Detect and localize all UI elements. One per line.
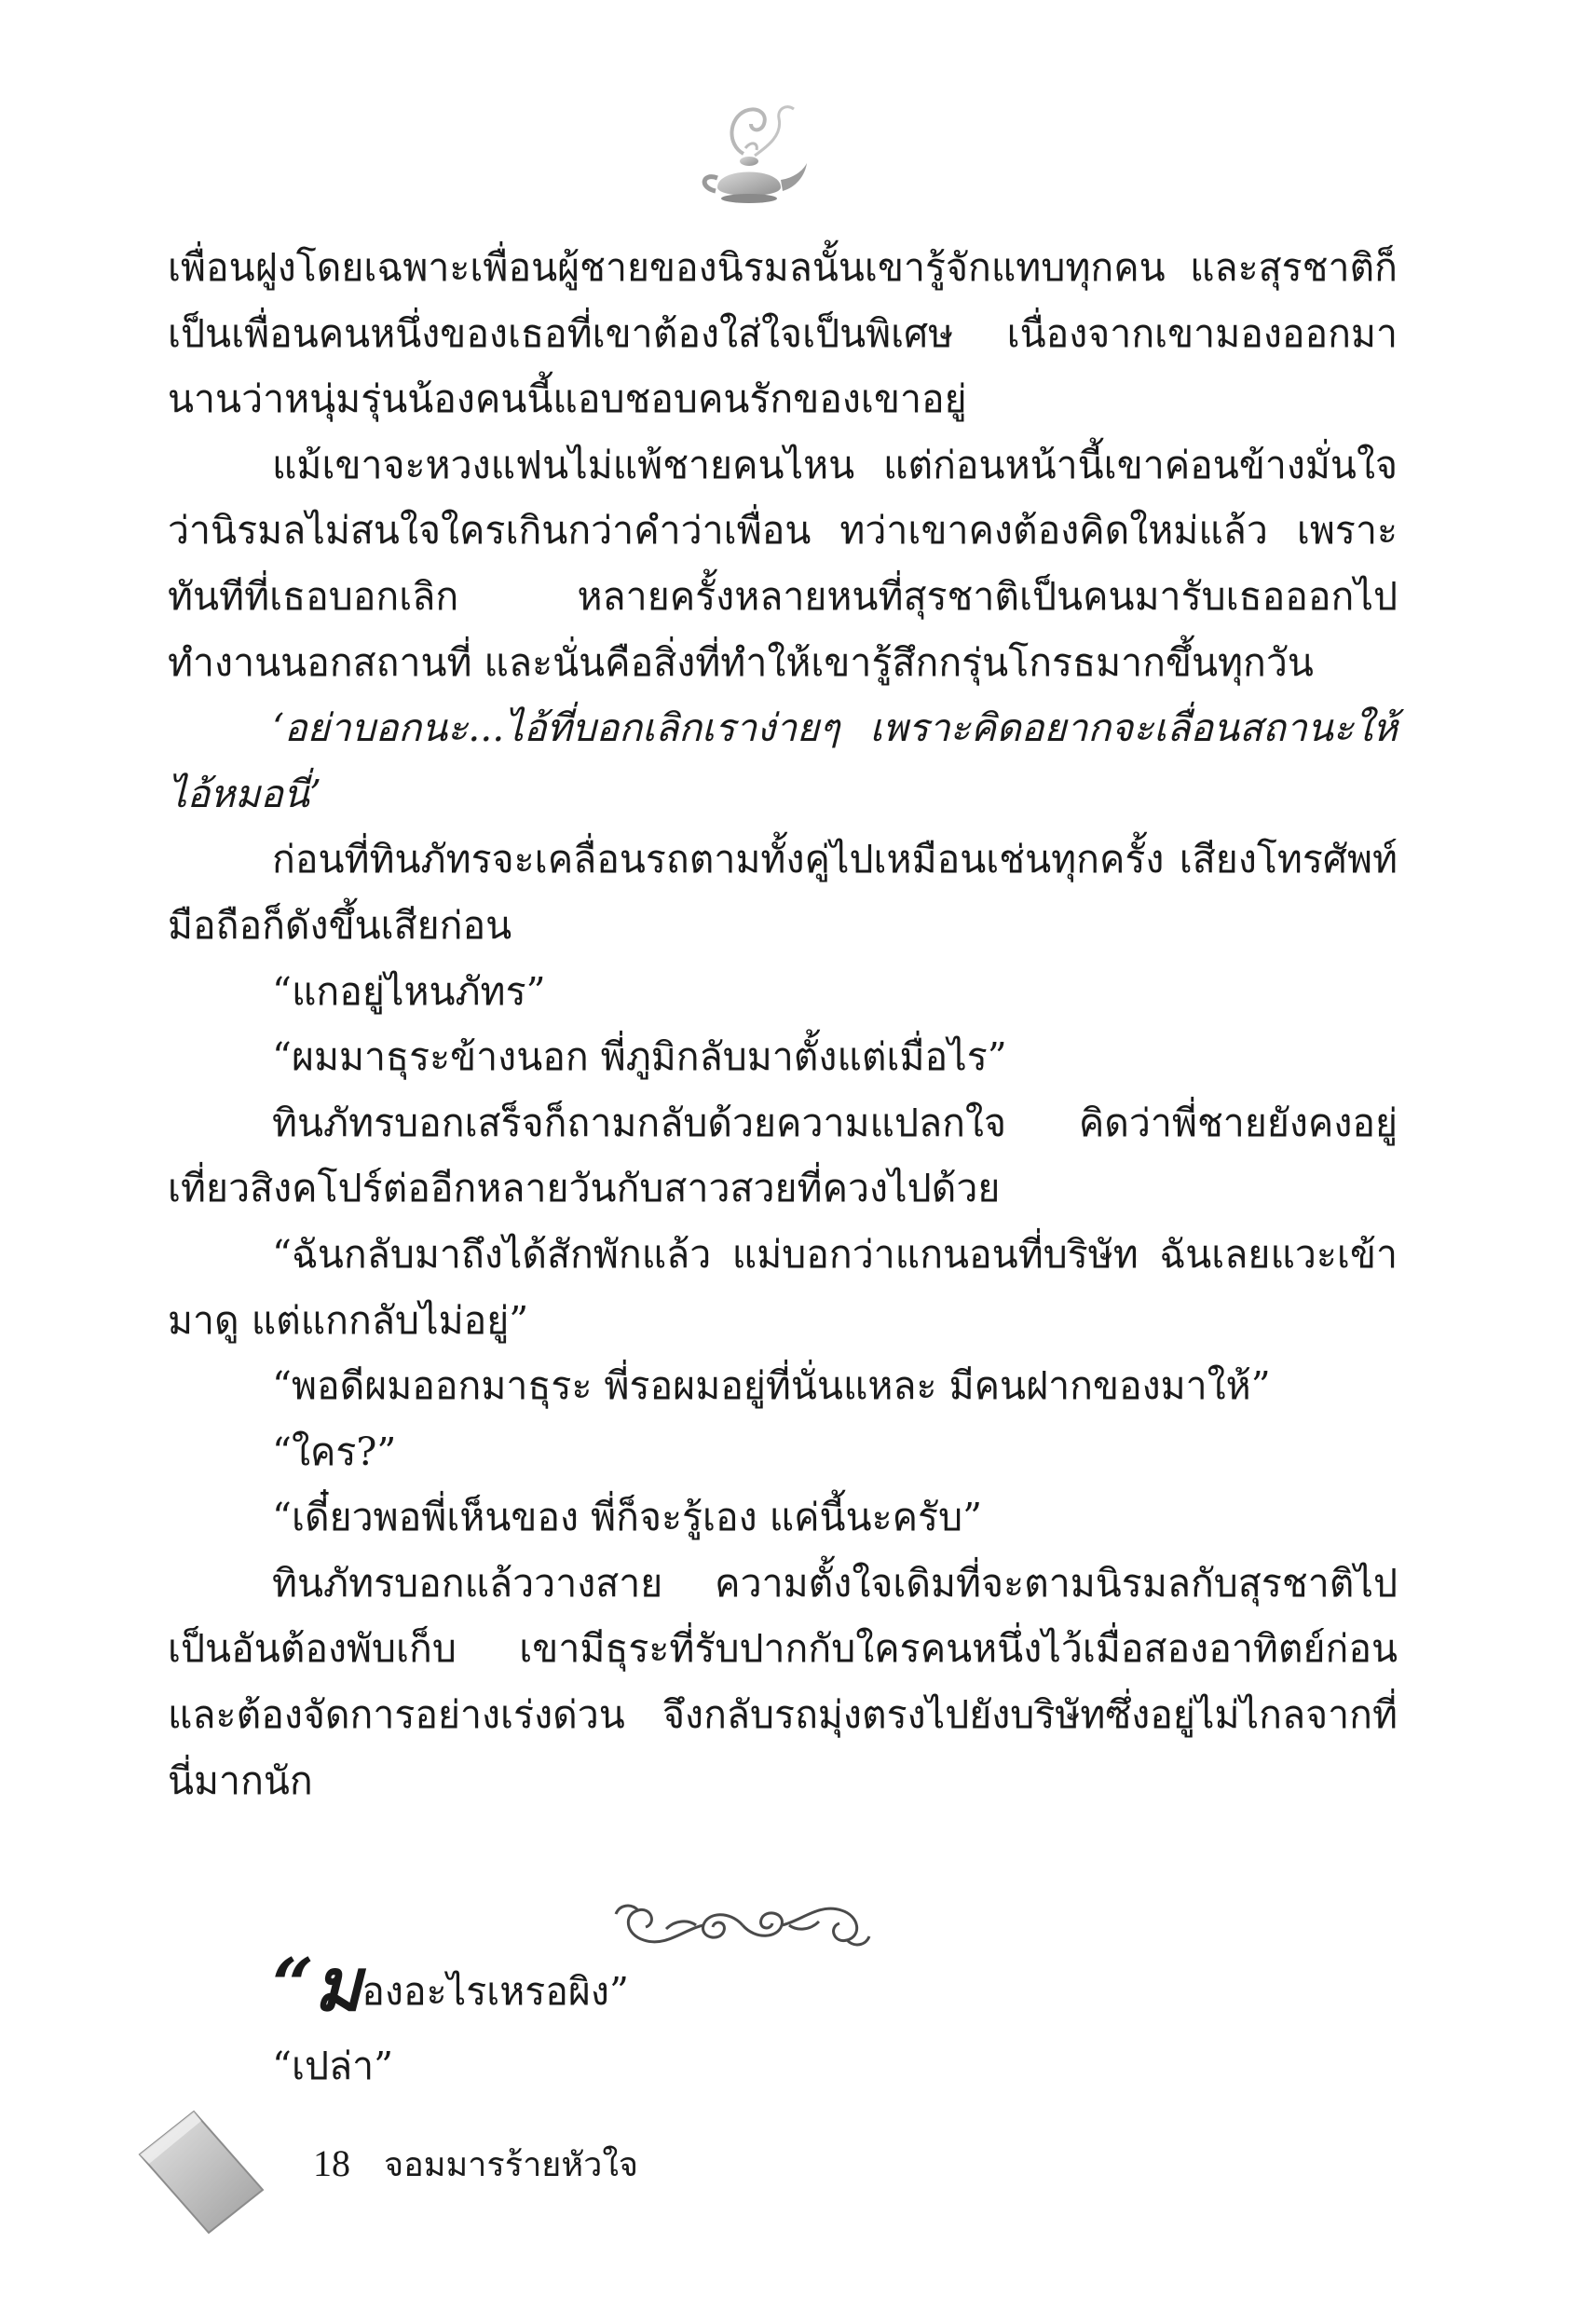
dialogue-line: “ผมมาธุระข้างนอก พี่ภูมิกลับมาตั้งแต่เมื่อไร” xyxy=(272,1034,1007,1080)
section-opening-line xyxy=(272,1943,629,2028)
page-corner-tab-icon xyxy=(136,2108,266,2238)
dialogue-line: “เดี๋ยวพอพี่เห็นของ พี่ก็จะรู้เอง แค่นี้นะครับ” xyxy=(272,1495,983,1540)
paragraph: เพื่อนฝูงโดยเฉพาะเพื่อนผู้ชายของนิรมลนั้นเขารู้จักแทบทุกคน และสุรชาติก็เป็นเพื่อนคนหนึ่งของเธอที่เขาต้องใส่ใจเป็นพิเศษ เนื่องจากเขามองออกมานานว่าหนุ่มรุ่นน้องคนนี้แอบชอบคนรักของเขาอยู่ xyxy=(168,245,1398,422)
teapot-ornament-icon xyxy=(689,98,811,214)
paragraph: ก่อนที่ทินภัทรจะเคลื่อนรถตามทั้งคู่ไปเหมือนเช่นทุกครั้ง เสียงโทรศัพท์มือถือก็ดังขึ้นเสียก่อน xyxy=(168,837,1398,948)
open-quote: “ xyxy=(272,1943,314,2028)
page-number: 18 xyxy=(313,2142,350,2184)
flourish-divider-icon xyxy=(610,1892,876,1959)
paragraph: ทินภัทรบอกเสร็จก็ถามกลับด้วยความแปลกใจ คิดว่าพี่ชายยังคงอยู่เที่ยวสิงคโปร์ต่ออีกหลายวันกับสาวสวยที่ควงไปด้วย xyxy=(168,1100,1398,1211)
dialogue-line: “พอดีผมออกมาธุระ พี่รอผมอยู่ที่นั่นแหละ มีคนฝากของมาให้” xyxy=(272,1363,1271,1409)
dialogue-line: “ใคร?” xyxy=(272,1429,397,1474)
paragraph: ทินภัทรบอกแล้ววางสาย ความตั้งใจเดิมที่จะตามนิรมลกับสุรชาติไปเป็นอันต้องพับเก็บ เขามีธุระที่รับปากกับใครคนหนึ่งไว้เมื่อสองอาทิตย์ก่อน และต้องจัดการอย่างเร่งด่วน จึงกลับรถมุ่งตรงไปยังบริษัทซึ่งอยู่ไม่ไกลจากที่นี่มากนัก xyxy=(168,1560,1398,1803)
dialogue-line: “เปล่า” xyxy=(272,2044,394,2088)
dialogue-line: “ฉันกลับมาถึงได้สักพักแล้ว แม่บอกว่าแกนอนที่บริษัท ฉันเลยแวะเข้ามาดู แต่แกกลับไม่อยู่” xyxy=(168,1231,1398,1343)
opening-line-rest: องอะไรเหรอผิง” xyxy=(361,1969,629,2014)
paragraph: แม้เขาจะหวงแฟนไม่แพ้ชายคนไหน แต่ก่อนหน้านี้เขาค่อนข้างมั่นใจว่านิรมลไม่สนใจใครเกินกว่าคำว่าเพื่อน ทว่าเขาคงต้องคิดใหม่แล้ว เพราะทันทีที่เธอบอกเลิก หลายครั้งหลายหนที่สุรชาติเป็นคนมารับเธอออกไปทำงานนอกสถานที่ และนั่นคือสิ่งที่ทำให้เขารู้สึกกรุ่นโกรธมากขึ้นทุกวัน xyxy=(168,442,1398,685)
page-footer xyxy=(313,2140,638,2189)
main-text xyxy=(168,235,1398,1813)
dialogue-line: “แกอยู่ไหนภัทร” xyxy=(272,968,546,1014)
drop-cap: ม xyxy=(313,1943,362,2028)
book-title: จอมมารร้ายหัวใจ xyxy=(384,2146,638,2184)
inner-thought-paragraph: ‘อย่าบอกนะ...ไอ้ที่บอกเลิกเราง่ายๆ เพราะคิดอยากจะเลื่อนสถานะให้ไอ้หมอนี่’ xyxy=(168,705,1398,816)
